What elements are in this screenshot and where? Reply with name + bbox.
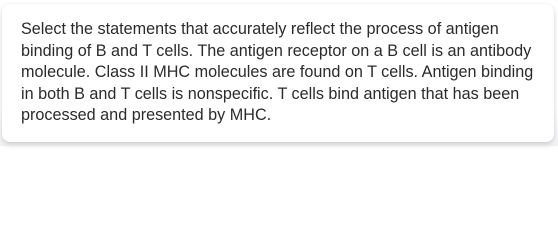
- question-text: Select the statements that accurately reflect the process of antigen binding of B and T cells. The antigen receptor on a B cell is an antibody molecule. Class II MHC molecules are found on T cells. Antigen binding in both B and T cells is nonspecific. T cells bind antigen that has been processed and presented by MHC.: [21, 20, 534, 125]
